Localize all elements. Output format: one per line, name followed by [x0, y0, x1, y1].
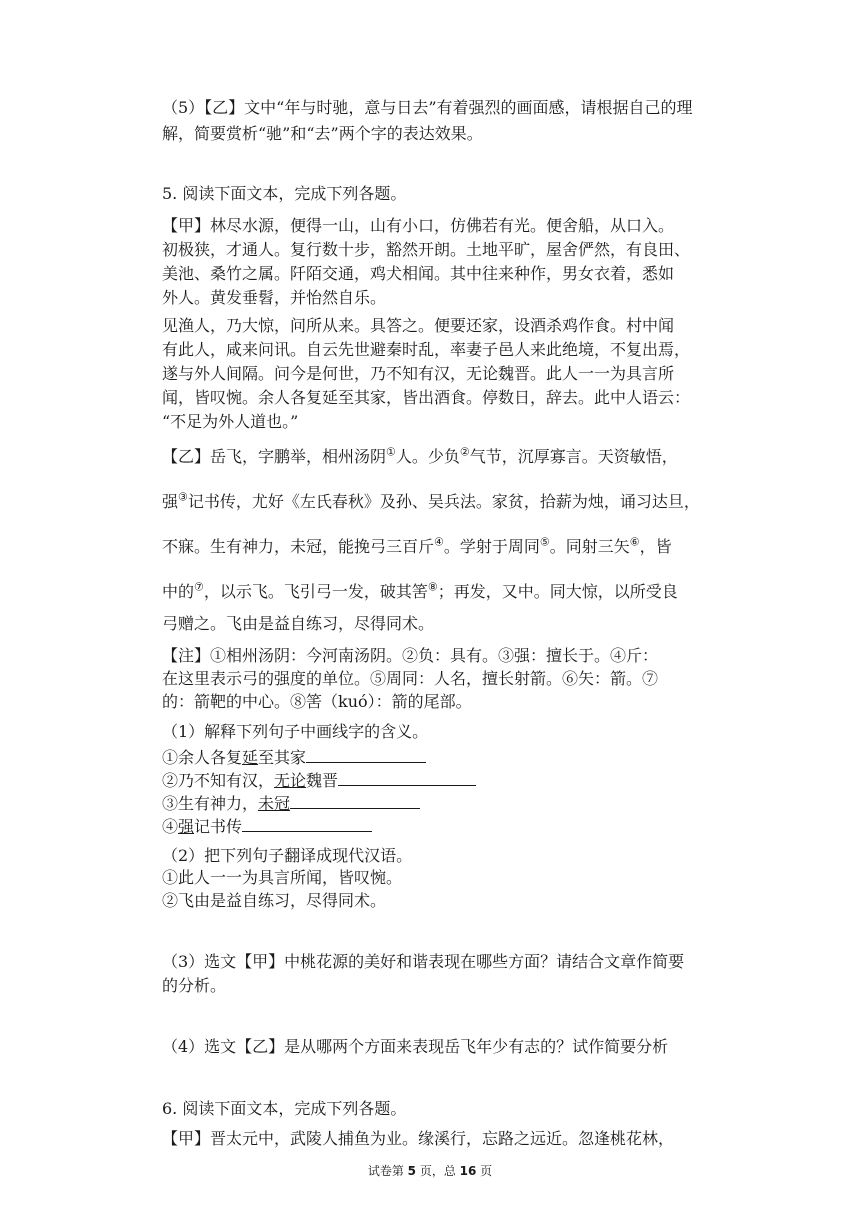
answer-blank[interactable] — [338, 769, 476, 786]
subquestion-2-title: （2）把下列句子翻译成现代汉语。 — [162, 846, 413, 865]
notes-line: 【注】①相州汤阴：今河南汤阴。②负：具有。③强：擅长于。④斤： — [162, 646, 659, 665]
subquestion-3-line: 的分析。 — [162, 976, 227, 995]
yi-text-line: 弓赠之。飞由是益自练习，尽得同术。 — [162, 614, 435, 633]
subquestion-3-line: （3）选文【甲】中桃花源的美好和谐表现在哪些方面？请结合文章作简要 — [162, 952, 685, 971]
notes-line: 在这里表示弓的强度的单位。⑤周同：人名，擅长射箭。⑥矢：箭。⑦ — [162, 669, 659, 688]
page-footer: 试卷第 5 页，总 16 页 — [367, 1164, 493, 1178]
footnote-marker: ③ — [178, 490, 188, 504]
footnote-marker: ⑧ — [427, 580, 438, 594]
question-6-heading: 6. 阅读下面文本，完成下列各题。 — [162, 1099, 407, 1118]
answer-blank[interactable] — [290, 792, 420, 809]
jia-text-line: 见渔人，乃大惊，问所从来。具答之。便要还家，设酒杀鸡作食。村中闻 — [162, 316, 675, 335]
yi-text-line: 不寐。生有神力，未冠，能挽弓三百斤④。学射于周同⑤。同射三矢⑥，皆 — [162, 535, 672, 556]
yi-text-line: 中的⑦，以示飞。飞引弓一发，破其筈⑧；再发，又中。同大惊，以所受良 — [162, 580, 678, 601]
total-pages: 16 — [459, 1164, 477, 1178]
jia-text-line: 闻，皆叹惋。余人各复延至其家，皆出酒食。停数日，辞去。此中人语云： — [162, 388, 691, 407]
underlined-word: 强 — [178, 817, 195, 836]
yi-text-line: 【乙】岳飞，字鹏举，相州汤阴①人。少负②气节，沉厚寡言。天资敏悟， — [162, 445, 678, 466]
answer-blank[interactable] — [306, 746, 426, 763]
subquestion-4-line: （4）选文【乙】是从哪两个方面来表现岳飞年少有志的？试作简要分析 — [162, 1037, 669, 1056]
jia-text-line: 有此人，咸来问讯。自云先世避秦时乱，率妻子邑人来此绝境，不复出焉， — [162, 340, 691, 359]
jia-text-line: 外人。黄发垂髫，并怡然自乐。 — [162, 288, 387, 307]
jia-text-line: “不足为外人道也。” — [162, 412, 299, 431]
subquestion-2-item: ②飞由是益自练习，尽得同术。 — [162, 891, 387, 910]
question-5-heading: 5. 阅读下面文本，完成下列各题。 — [162, 184, 407, 203]
subquestion-1-item: ④强记书传 — [162, 815, 372, 837]
underlined-word: 延 — [242, 748, 259, 767]
page-number: 5 — [407, 1164, 416, 1178]
jia-text-line: 初极狭，才通人。复行数十步，豁然开朗。土地平旷，屋舍俨然，有良田、 — [162, 240, 691, 259]
question-4-5-line-1: （5）【乙】文中“年与时驰，意与日去”有着强烈的画面感，请根据自己的理 — [162, 98, 693, 117]
question-4-5-line-2: 解，简要赏析“驰”和“去”两个字的表达效果。 — [162, 124, 483, 143]
subquestion-1-title: （1）解释下列句子中画线字的含义。 — [162, 722, 429, 741]
jia-text-line: 遂与外人间隔。问今是何世，乃不知有汉，无论魏晋。此人一一为具言所 — [162, 364, 675, 383]
underlined-word: 未冠 — [258, 794, 291, 813]
footnote-marker: ⑦ — [194, 580, 204, 594]
question-6-text-line: 【甲】晋太元中，武陵人捕鱼为业。缘溪行，忘路之远近。忽逢桃花林， — [162, 1129, 675, 1148]
footnote-marker: ① — [386, 445, 396, 459]
footnote-marker: ④ — [434, 535, 444, 549]
underlined-word: 无论 — [274, 771, 307, 790]
footnote-marker: ⑥ — [629, 535, 640, 549]
answer-blank[interactable] — [242, 815, 372, 832]
jia-text-line: 美池、桑竹之属。阡陌交通，鸡犬相闻。其中往来种作，男女衣着，悉如 — [162, 264, 675, 283]
footnote-marker: ② — [459, 445, 470, 459]
subquestion-1-item: ①余人各复延至其家 — [162, 746, 426, 768]
subquestion-1-item: ②乃不知有汉，无论魏晋 — [162, 769, 476, 791]
subquestion-2-item: ①此人一一为具言所闻，皆叹惋。 — [162, 868, 403, 887]
footnote-marker: ⑤ — [539, 535, 550, 549]
yi-text-line: 强③记书传，尤好《左氏春秋》及孙、吴兵法。家贫，拾薪为烛，诵习达旦， — [162, 490, 700, 511]
subquestion-1-item: ③生有神力，未冠 — [162, 792, 420, 814]
notes-line: 的：箭靶的中心。⑧筈（kuó）：箭的尾部。 — [162, 692, 472, 711]
jia-text-line: 【甲】林尽水源，便得一山，山有小口，仿佛若有光。便舍船，从口入。 — [162, 216, 675, 235]
